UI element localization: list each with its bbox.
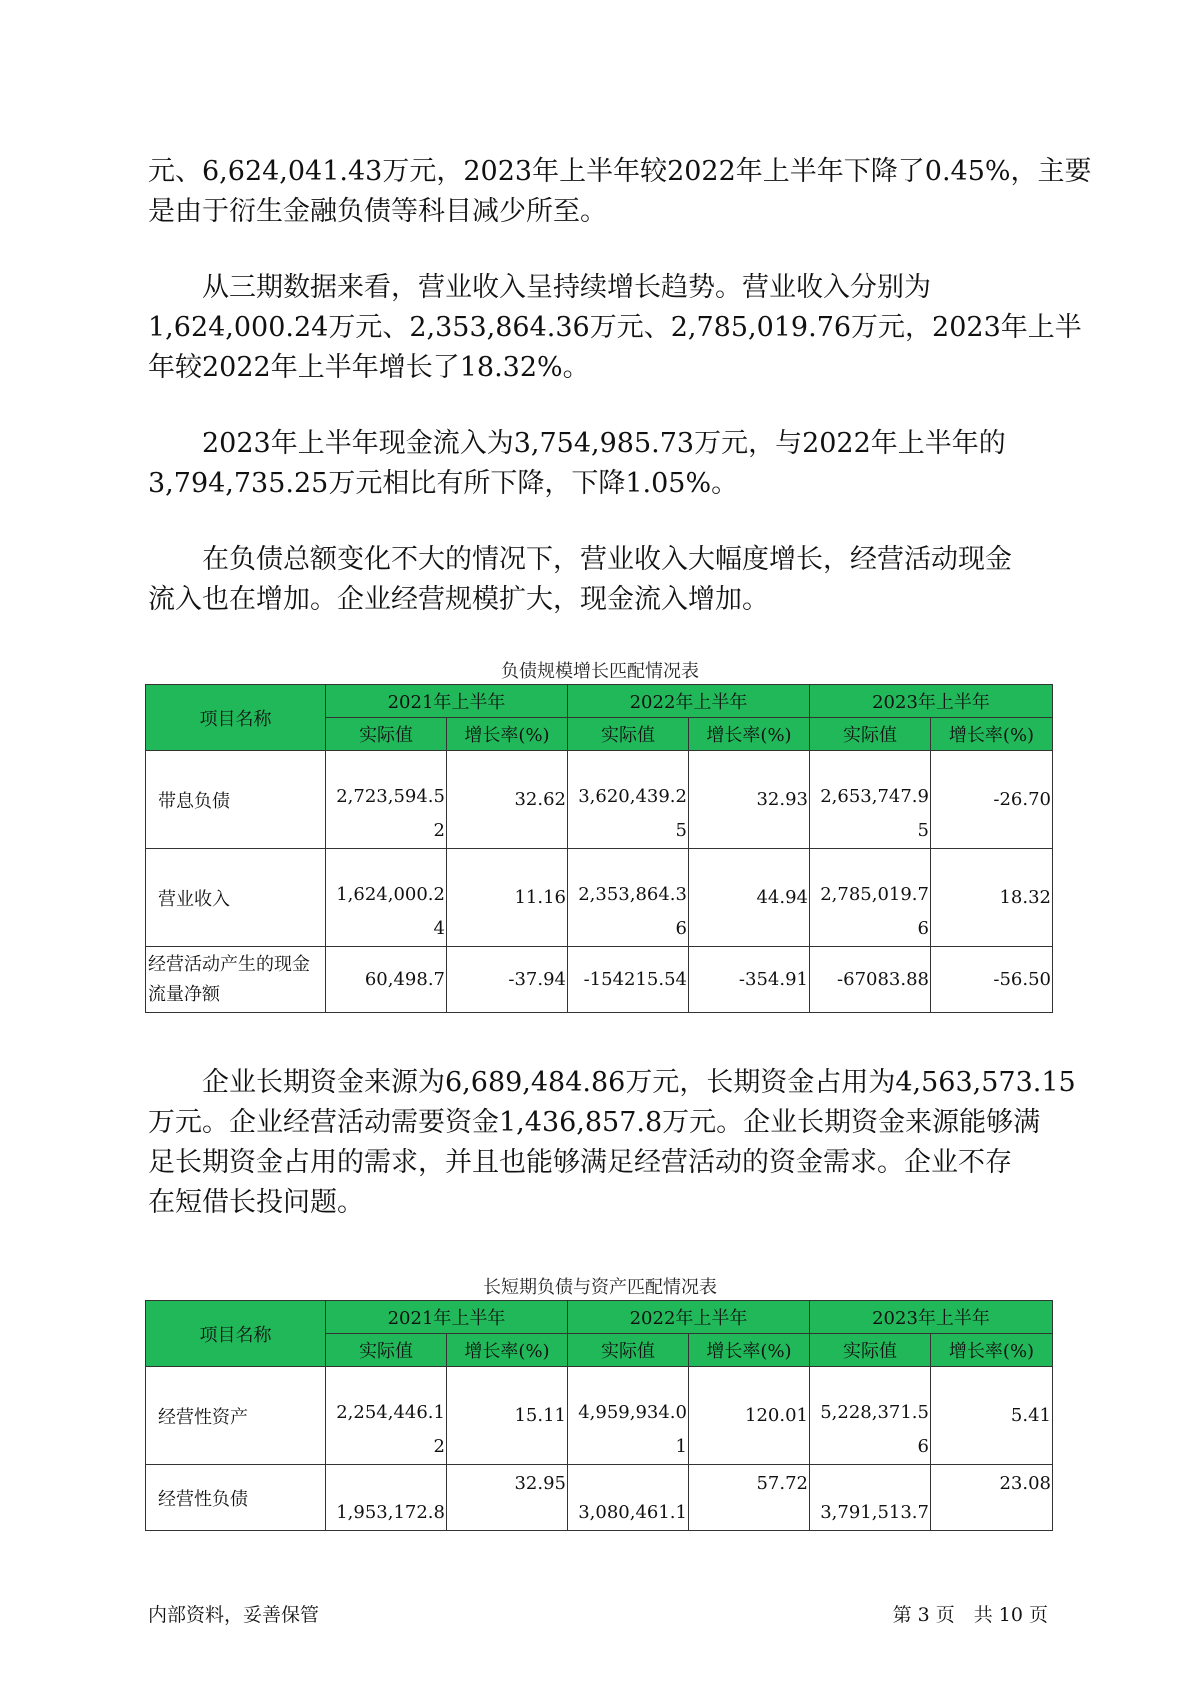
table-asset-liability-match: [145, 1300, 1053, 1531]
value-cell: 3,791,513.7: [810, 1465, 931, 1531]
rate-cell: 32.62: [447, 751, 568, 849]
paragraph-cash-inflow: [148, 424, 1048, 504]
rate-cell: -56.50: [931, 947, 1053, 1013]
growth-rate-header: 增长率(%): [447, 718, 568, 751]
rate-cell: -37.94: [447, 947, 568, 1013]
text-line: 是由于衍生金融负债等科目减少所至。: [148, 196, 607, 227]
growth-rate-header: 增长率(%): [931, 718, 1053, 751]
row-label: 营业收入: [146, 849, 326, 947]
rate-cell: 18.32: [931, 849, 1053, 947]
text-line: 2023年上半年现金流入为3,754,985.73万元，与2022年上半年的: [148, 428, 1006, 459]
rate-cell: 23.08: [931, 1465, 1053, 1531]
row-label: 经营性资产: [146, 1367, 326, 1465]
text-line: 年较2022年上半年增长了18.32%。: [148, 352, 590, 383]
item-name-header: 项目名称: [146, 1301, 326, 1367]
item-name-header: 项目名称: [146, 685, 326, 751]
rate-cell: -354.91: [689, 947, 810, 1013]
actual-value-header: 实际值: [326, 718, 447, 751]
period-header: 2023年上半年: [810, 685, 1053, 718]
period-header: 2022年上半年: [568, 1301, 810, 1334]
value-cell: -67083.88: [810, 947, 931, 1013]
text-line: 从三期数据来看，营业收入呈持续增长趋势。营业收入分别为: [148, 272, 931, 303]
text-line: 元、6,624,041.43万元，2023年上半年较2022年上半年下降了0.45%，主要: [148, 156, 1092, 187]
table-row: [146, 751, 1053, 849]
value-cell: 2,353,864.3 6: [568, 849, 689, 947]
period-header: 2023年上半年: [810, 1301, 1053, 1334]
actual-value-header: 实际值: [810, 1334, 931, 1367]
text-line: 流入也在增加。企业经营规模扩大，现金流入增加。: [148, 584, 769, 615]
text-line: 企业长期资金来源为6,689,484.86万元，长期资金占用为4,563,573.15: [148, 1067, 1076, 1098]
row-label: 带息负债: [146, 751, 326, 849]
value-cell: 2,254,446.1 2: [326, 1367, 447, 1465]
actual-value-header: 实际值: [568, 1334, 689, 1367]
table-caption: 负债规模增长匹配情况表: [501, 661, 699, 682]
text-line: 1,624,000.24万元、2,353,864.36万元、2,785,019.76万元，2023年上半: [148, 312, 1082, 343]
value-cell: 1,953,172.8: [326, 1465, 447, 1531]
row-label: 经营性负债: [146, 1465, 326, 1531]
value-cell: 2,723,594.5 2: [326, 751, 447, 849]
value-cell: 4,959,934.0 1: [568, 1367, 689, 1465]
paragraph-revenue: [148, 268, 1082, 388]
table-liability-growth: [145, 684, 1053, 1013]
rate-cell: 120.01: [689, 1367, 810, 1465]
actual-value-header: 实际值: [568, 718, 689, 751]
rate-cell: 5.41: [931, 1367, 1053, 1465]
rate-cell: 11.16: [447, 849, 568, 947]
text-line: 足长期资金占用的需求，并且也能够满足经营活动的资金需求。企业不存: [148, 1147, 1012, 1178]
rate-cell: -26.70: [931, 751, 1053, 849]
text-line: 3,794,735.25万元相比有所下降，下降1.05%。: [148, 468, 739, 499]
period-header: 2022年上半年: [568, 685, 810, 718]
period-header: 2021年上半年: [326, 1301, 568, 1334]
text-line: 万元。企业经营活动需要资金1,436,857.8万元。企业长期资金来源能够满: [148, 1107, 1041, 1138]
actual-value-header: 实际值: [810, 718, 931, 751]
growth-rate-header: 增长率(%): [447, 1334, 568, 1367]
growth-rate-header: 增长率(%): [931, 1334, 1053, 1367]
value-cell: 2,785,019.7 6: [810, 849, 931, 947]
table-row: [146, 1367, 1053, 1465]
footer-page-number: 第 3 页 共 10 页: [892, 1604, 1048, 1626]
table-caption: 长短期负债与资产匹配情况表: [483, 1277, 717, 1298]
rate-cell: 57.72: [689, 1465, 810, 1531]
paragraph-long-term-funds: [148, 1063, 1076, 1223]
footer-confidential-note: 内部资料，妥善保管: [148, 1604, 320, 1626]
rate-cell: 32.93: [689, 751, 810, 849]
table-row: [146, 947, 1053, 1013]
text-line: 在短借长投问题。: [148, 1187, 364, 1218]
growth-rate-header: 增长率(%): [689, 1334, 810, 1367]
value-cell: 3,620,439.2 5: [568, 751, 689, 849]
rate-cell: 44.94: [689, 849, 810, 947]
value-cell: 60,498.7: [326, 947, 447, 1013]
growth-rate-header: 增长率(%): [689, 718, 810, 751]
value-cell: -154215.54: [568, 947, 689, 1013]
rate-cell: 15.11: [447, 1367, 568, 1465]
row-label: 经营活动产生的现金流量净额: [146, 947, 326, 1013]
rate-cell: 32.95: [447, 1465, 568, 1531]
table-row: [146, 849, 1053, 947]
paragraph-liabilities: [148, 152, 1092, 232]
value-cell: 5,228,371.5 6: [810, 1367, 931, 1465]
value-cell: 1,624,000.2 4: [326, 849, 447, 947]
value-cell: 2,653,747.9 5: [810, 751, 931, 849]
actual-value-header: 实际值: [326, 1334, 447, 1367]
value-cell: 3,080,461.1: [568, 1465, 689, 1531]
period-header: 2021年上半年: [326, 685, 568, 718]
text-line: 在负债总额变化不大的情况下，营业收入大幅度增长，经营活动现金: [148, 544, 1012, 575]
table-row: [146, 1465, 1053, 1531]
paragraph-summary: [148, 540, 1048, 620]
